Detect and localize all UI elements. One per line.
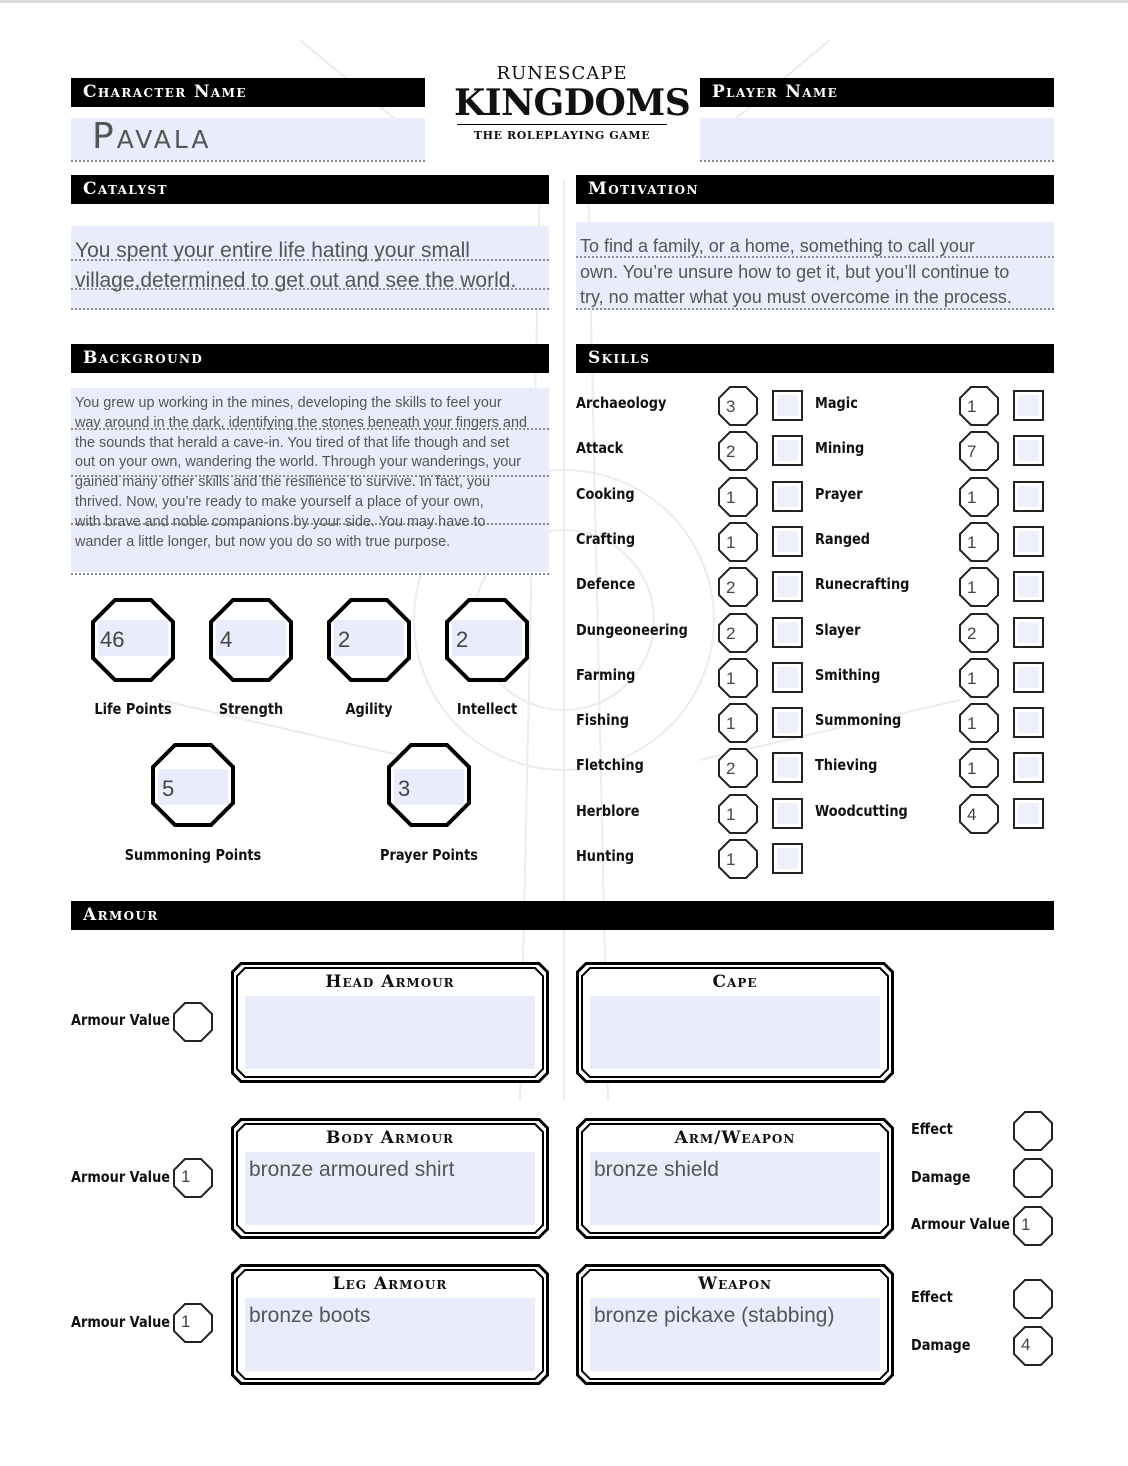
background-text-line: with brave and noble companions by your side. You may have to (75, 513, 486, 530)
skill-level-value: 1 (726, 850, 736, 869)
leg-armour-text: bronze boots (249, 1304, 371, 1327)
leg-armour-box[interactable] (231, 1264, 549, 1385)
skill-level-octagon[interactable] (958, 476, 1000, 518)
skill-name-fletching: Fletching (576, 756, 644, 775)
skill-checkbox-fill (777, 395, 798, 416)
skill-checkbox[interactable] (1013, 526, 1044, 557)
skill-level-value: 1 (967, 397, 977, 416)
skill-name-herblore: Herblore (576, 801, 640, 820)
skill-name-fishing: Fishing (576, 711, 629, 730)
arm-weapon-damage-label: Damage (911, 1168, 971, 1186)
skill-checkbox-fill (777, 848, 798, 869)
arm-weapon-effect-label: Effect (911, 1120, 953, 1138)
summoning-points-octagon[interactable] (150, 742, 236, 828)
skill-checkbox[interactable] (1013, 481, 1044, 512)
intellect-label: Intellect (456, 700, 518, 718)
head-armour-title: Head Armour (325, 972, 455, 992)
body-armour-value: 1 (181, 1167, 191, 1186)
background-text-line: You grew up working in the mines, developing the skills to feel your (75, 395, 502, 411)
skill-name-ranged: Ranged (815, 529, 871, 548)
leg-armour-title: Leg Armour (332, 1274, 448, 1294)
leg-armour-value: 1 (181, 1312, 191, 1331)
skill-level-octagon[interactable] (958, 793, 1000, 835)
arm-weapon-text: bronze shield (594, 1158, 719, 1181)
skill-name-magic: Magic (815, 394, 858, 412)
skill-name-woodcutting: Woodcutting (815, 801, 908, 820)
motivation-text-line: To find a family, or a home, something to call your (580, 236, 975, 256)
background-text-line: thrived. Now, you’re ready to make yourself a place of your own, (75, 493, 484, 510)
skill-checkbox[interactable] (772, 798, 803, 829)
skill-checkbox-fill (777, 757, 798, 778)
skill-level-octagon[interactable] (717, 612, 759, 654)
logo-rule (457, 124, 667, 125)
background-text (75, 394, 527, 552)
catalyst-line-3 (71, 308, 549, 310)
logo-line1: RUNESCAPE (496, 63, 628, 84)
skill-level-octagon[interactable] (958, 747, 1000, 789)
life-points-value: 46 (100, 627, 125, 652)
armour-header: Armour (71, 901, 1054, 930)
prayer-points-label: Prayer Points (380, 846, 478, 864)
head-armour-field (245, 996, 535, 1069)
catalyst-text-line: You spent your entire life hating your small (75, 239, 470, 262)
skill-name-prayer: Prayer (815, 484, 863, 503)
skill-checkbox-fill (777, 622, 798, 643)
skill-level-octagon[interactable] (958, 612, 1000, 654)
skill-name-summoning: Summoning (815, 711, 902, 730)
skill-checkbox-fill (1018, 803, 1039, 824)
skill-level-value: 1 (726, 668, 736, 688)
skill-name-hunting: Hunting (576, 847, 635, 865)
agility-value: 2 (338, 627, 351, 652)
skill-level-value: 1 (726, 804, 736, 824)
arm-weapon-effect-octagon[interactable] (1012, 1110, 1054, 1152)
skill-checkbox-fill (777, 803, 798, 824)
runescape-kingdoms-logo (454, 63, 691, 142)
skill-level-octagon[interactable] (717, 702, 759, 744)
leg-armour-value-label: Armour Value (71, 1313, 171, 1331)
body-armour-box[interactable] (231, 1118, 549, 1239)
strength-octagon[interactable] (208, 597, 294, 683)
skill-checkbox-fill (777, 667, 798, 688)
player-name-underline (700, 160, 1054, 162)
skill-checkbox[interactable] (1013, 662, 1044, 693)
character-name-value: Pavala (92, 116, 212, 157)
skill-level-value: 1 (967, 578, 977, 598)
logo-line2: KINGDOMS (454, 82, 691, 124)
character-name-header: Character Name (71, 78, 425, 107)
skill-name-smithing: Smithing (815, 665, 881, 684)
skill-checkbox[interactable] (772, 390, 803, 421)
skill-checkbox-fill (1018, 486, 1039, 507)
skill-name-defence: Defence (576, 575, 636, 594)
skill-checkbox[interactable] (772, 707, 803, 738)
skill-checkbox-fill (777, 531, 798, 552)
skill-level-value: 1 (967, 714, 977, 734)
catalyst-header: Catalyst (71, 175, 549, 204)
arm-weapon-armour-value: 1 (1021, 1215, 1031, 1234)
life-points-octagon[interactable] (90, 597, 176, 683)
skill-name-farming: Farming (576, 665, 636, 684)
skill-checkbox[interactable] (1013, 617, 1044, 648)
body-armour-value-label: Armour Value (71, 1168, 171, 1186)
arm-weapon-title: Arm/Weapon (674, 1128, 796, 1148)
weapon-effect-label: Effect (911, 1288, 953, 1306)
skill-checkbox-fill (777, 486, 798, 507)
arm-weapon-armour-value-label: Armour Value (911, 1215, 1011, 1233)
body-armour-title: Body Armour (325, 1128, 455, 1148)
motivation-text-line: try, no matter what you must overcome in the process. (580, 287, 1012, 307)
skill-name-slayer: Slayer (815, 620, 861, 639)
skill-checkbox[interactable] (1013, 435, 1044, 466)
skill-checkbox[interactable] (772, 526, 803, 557)
skill-name-dungeoneering: Dungeoneering (576, 620, 688, 639)
skill-checkbox[interactable] (1013, 798, 1044, 829)
cape-field (590, 996, 880, 1069)
skill-checkbox[interactable] (1013, 571, 1044, 602)
skill-level-value: 2 (967, 623, 977, 643)
skill-checkbox-fill (777, 440, 798, 461)
weapon-title: Weapon (698, 1274, 772, 1294)
summoning-points-value: 5 (162, 776, 175, 801)
skill-checkbox[interactable] (772, 617, 803, 648)
skill-checkbox[interactable] (772, 752, 803, 783)
skill-checkbox[interactable] (1013, 707, 1044, 738)
skill-level-value: 2 (726, 442, 736, 462)
skill-name-attack: Attack (576, 439, 624, 458)
skill-checkbox-fill (1018, 757, 1039, 778)
motivation-text (580, 234, 1012, 311)
background-header: Background (71, 344, 549, 373)
skill-level-value: 1 (726, 532, 736, 552)
weapon-damage-value: 4 (1021, 1335, 1031, 1354)
skill-checkbox[interactable] (1013, 390, 1044, 421)
skill-checkbox-fill (1018, 440, 1039, 461)
skill-level-value: 1 (967, 532, 977, 552)
prayer-points-octagon[interactable] (386, 742, 472, 828)
skill-level-value: 1 (967, 487, 977, 507)
intellect-octagon[interactable] (444, 597, 530, 683)
skill-checkbox-fill (1018, 576, 1039, 597)
skill-name-crafting: Crafting (576, 529, 636, 548)
background-text-line: out on your own, wandering the world. Through your wanderings, your (75, 454, 522, 471)
body-armour-value-octagon[interactable] (172, 1157, 214, 1199)
skill-level-value: 7 (967, 442, 977, 462)
skill-name-archaeology: Archaeology (576, 394, 667, 412)
skill-level-octagon[interactable] (958, 430, 1000, 472)
skill-checkbox[interactable] (772, 571, 803, 602)
arm-weapon-damage-octagon[interactable] (1012, 1157, 1054, 1199)
skill-level-value: 1 (726, 714, 736, 734)
skill-checkbox-fill (1018, 712, 1039, 733)
skill-level-octagon[interactable] (717, 430, 759, 472)
skill-checkbox-fill (777, 712, 798, 733)
skill-name-runecrafting: Runecrafting (815, 575, 910, 594)
background-text-line: way around in the dark, identifying the stones beneath your fingers and (75, 414, 527, 431)
skill-level-octagon[interactable] (958, 566, 1000, 608)
background-text-line: the sounds that herald a cave-in. You tired of that life though and set (75, 434, 510, 451)
head-armour-value-octagon[interactable] (172, 1001, 214, 1043)
skill-level-octagon[interactable] (717, 476, 759, 518)
strength-label: Strength (218, 700, 284, 718)
body-armour-text: bronze armoured shirt (249, 1158, 455, 1181)
head-armour-box[interactable] (231, 962, 549, 1083)
skill-level-value: 3 (726, 397, 736, 416)
background-line-4 (71, 573, 549, 575)
arm-weapon-box[interactable] (576, 1118, 894, 1239)
skill-level-value: 4 (967, 804, 977, 824)
weapon-text: bronze pickaxe (stabbing) (594, 1304, 835, 1327)
arm-weapon-armour-value-octagon[interactable] (1012, 1205, 1054, 1247)
skill-checkbox-fill (1018, 395, 1039, 416)
life-points-label: Life Points (94, 700, 172, 718)
catalyst-text (75, 236, 516, 296)
character-name-underline (71, 160, 425, 162)
weapon-damage-octagon[interactable] (1012, 1325, 1054, 1367)
skill-checkbox[interactable] (772, 435, 803, 466)
skill-checkbox[interactable] (772, 481, 803, 512)
skill-level-value: 2 (726, 623, 736, 643)
skill-name-cooking: Cooking (576, 484, 635, 503)
logo-line3: THE ROLEPLAYING GAME (473, 129, 651, 142)
skill-checkbox[interactable] (772, 843, 803, 874)
strength-value: 4 (220, 627, 233, 652)
leg-armour-value-octagon[interactable] (172, 1302, 214, 1344)
skill-checkbox-fill (1018, 667, 1039, 688)
skill-level-value: 1 (726, 487, 736, 507)
skill-level-octagon[interactable] (717, 793, 759, 835)
skill-level-value: 1 (967, 668, 977, 688)
catalyst-text-line: village,determined to get out and see the world. (75, 269, 517, 292)
skill-level-octagon[interactable] (958, 657, 1000, 699)
skill-level-octagon[interactable] (717, 521, 759, 563)
prayer-points-value: 3 (398, 776, 411, 801)
head-armour-value-label: Armour Value (71, 1011, 171, 1029)
skill-level-value: 1 (967, 759, 977, 779)
skill-level-octagon[interactable] (717, 566, 759, 608)
skill-checkbox[interactable] (772, 662, 803, 693)
skill-checkbox-fill (777, 576, 798, 597)
skill-level-octagon[interactable] (717, 747, 759, 789)
skill-level-octagon[interactable] (958, 702, 1000, 744)
cape-box[interactable] (576, 962, 894, 1083)
skill-checkbox-fill (1018, 622, 1039, 643)
weapon-damage-label: Damage (911, 1336, 971, 1354)
cape-title: Cape (712, 972, 758, 992)
motivation-header: Motivation (576, 175, 1054, 204)
skill-name-thieving: Thieving (815, 756, 878, 775)
weapon-effect-octagon[interactable] (1012, 1278, 1054, 1320)
skill-level-octagon[interactable] (717, 657, 759, 699)
skill-checkbox-fill (1018, 531, 1039, 552)
summoning-points-label: Summoning Points (124, 846, 262, 864)
skill-level-octagon[interactable] (958, 385, 1000, 427)
top-edge (0, 0, 1128, 3)
agility-octagon[interactable] (326, 597, 412, 683)
weapon-box[interactable] (576, 1264, 894, 1385)
background-text-line: wander a little longer, but now you do so with true purpose. (75, 533, 451, 550)
agility-label: Agility (345, 700, 393, 718)
skill-checkbox[interactable] (1013, 752, 1044, 783)
skill-level-value: 2 (726, 578, 736, 598)
skill-level-octagon[interactable] (717, 385, 759, 427)
motivation-text-line: own. You’re unsure how to get it, but you’ll continue to (580, 261, 1010, 282)
skill-level-value: 2 (726, 759, 736, 779)
player-name-field[interactable] (700, 118, 1054, 160)
background-text-line: gained many other skills and the resilience to survive. In fact, you (75, 474, 491, 491)
skill-name-mining: Mining (815, 439, 865, 458)
skill-level-octagon[interactable] (717, 838, 759, 880)
intellect-value: 2 (456, 627, 469, 652)
player-name-header: Player Name (700, 78, 1054, 107)
skills-header: Skills (576, 344, 1054, 373)
skill-level-octagon[interactable] (958, 521, 1000, 563)
